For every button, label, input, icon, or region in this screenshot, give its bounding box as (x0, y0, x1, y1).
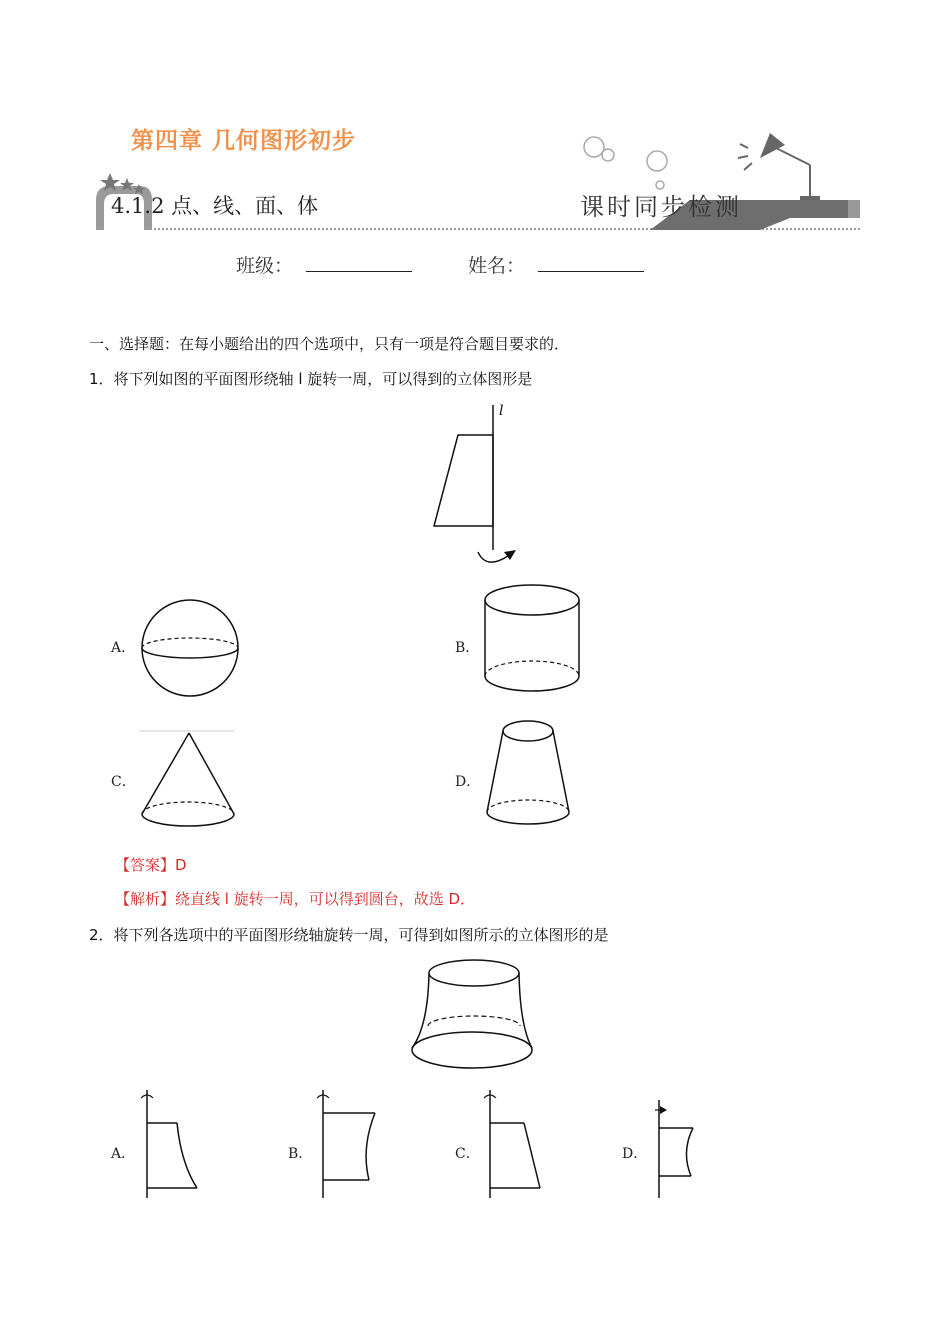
q2-option-b-label[interactable]: B． (288, 1146, 313, 1162)
q1-axis-label: l (499, 403, 504, 419)
name-field[interactable] (538, 271, 644, 272)
q1-rotation-arrow (478, 552, 508, 562)
q2-option-b-shape[interactable] (311, 1088, 391, 1200)
q1-option-a-label[interactable]: A． (111, 640, 136, 656)
q1-stem: 1．将下列如图的平面图形绕轴 l 旋转一周，可以得到的立体图形是 (89, 370, 533, 388)
q1-option-d-label[interactable]: D． (455, 774, 481, 790)
lamp-icon (738, 133, 820, 200)
q1-answer: 【答案】D (115, 856, 187, 874)
q1-option-a-sphere[interactable] (138, 596, 242, 700)
badge-text: 课时同步检测 (580, 193, 742, 221)
name-label: 姓名： (468, 255, 526, 277)
bubbles-icon (584, 137, 667, 189)
q2-figure (408, 956, 538, 1076)
q1-option-d-frustum[interactable] (480, 716, 576, 832)
q1-option-b-label[interactable]: B． (455, 640, 480, 656)
q2-option-c-shape[interactable] (478, 1088, 558, 1200)
q2-option-a-shape[interactable] (135, 1088, 215, 1200)
q1-option-b-cylinder[interactable] (480, 580, 584, 700)
class-label: 班级： (236, 255, 294, 277)
q2-option-d-label[interactable]: D． (622, 1146, 648, 1162)
q1-analysis: 【解析】绕直线 l 旋转一周，可以得到圆台，故选 D． (115, 890, 476, 908)
q2-stem: 2．将下列各选项中的平面图形绕轴旋转一周，可得到如图所示的立体图形的是 (89, 926, 609, 944)
class-field[interactable] (306, 271, 412, 272)
q1-option-c-cone[interactable] (136, 726, 240, 832)
q2-option-c-label[interactable]: C． (455, 1146, 480, 1162)
lesson-title: 4.1.2 点、线、面、体 (111, 194, 319, 218)
section-title: 一、选择题：在每小题给出的四个选项中，只有一项是符合题目要求的． (89, 335, 570, 353)
q2-option-a-label[interactable]: A． (111, 1146, 136, 1162)
q1-figure (420, 400, 530, 575)
chapter-title: 第四章 几何图形初步 (131, 128, 357, 154)
q2-option-d-shape[interactable] (647, 1096, 717, 1202)
q1-trapezoid (434, 435, 493, 526)
q1-option-c-label[interactable]: C． (111, 774, 136, 790)
